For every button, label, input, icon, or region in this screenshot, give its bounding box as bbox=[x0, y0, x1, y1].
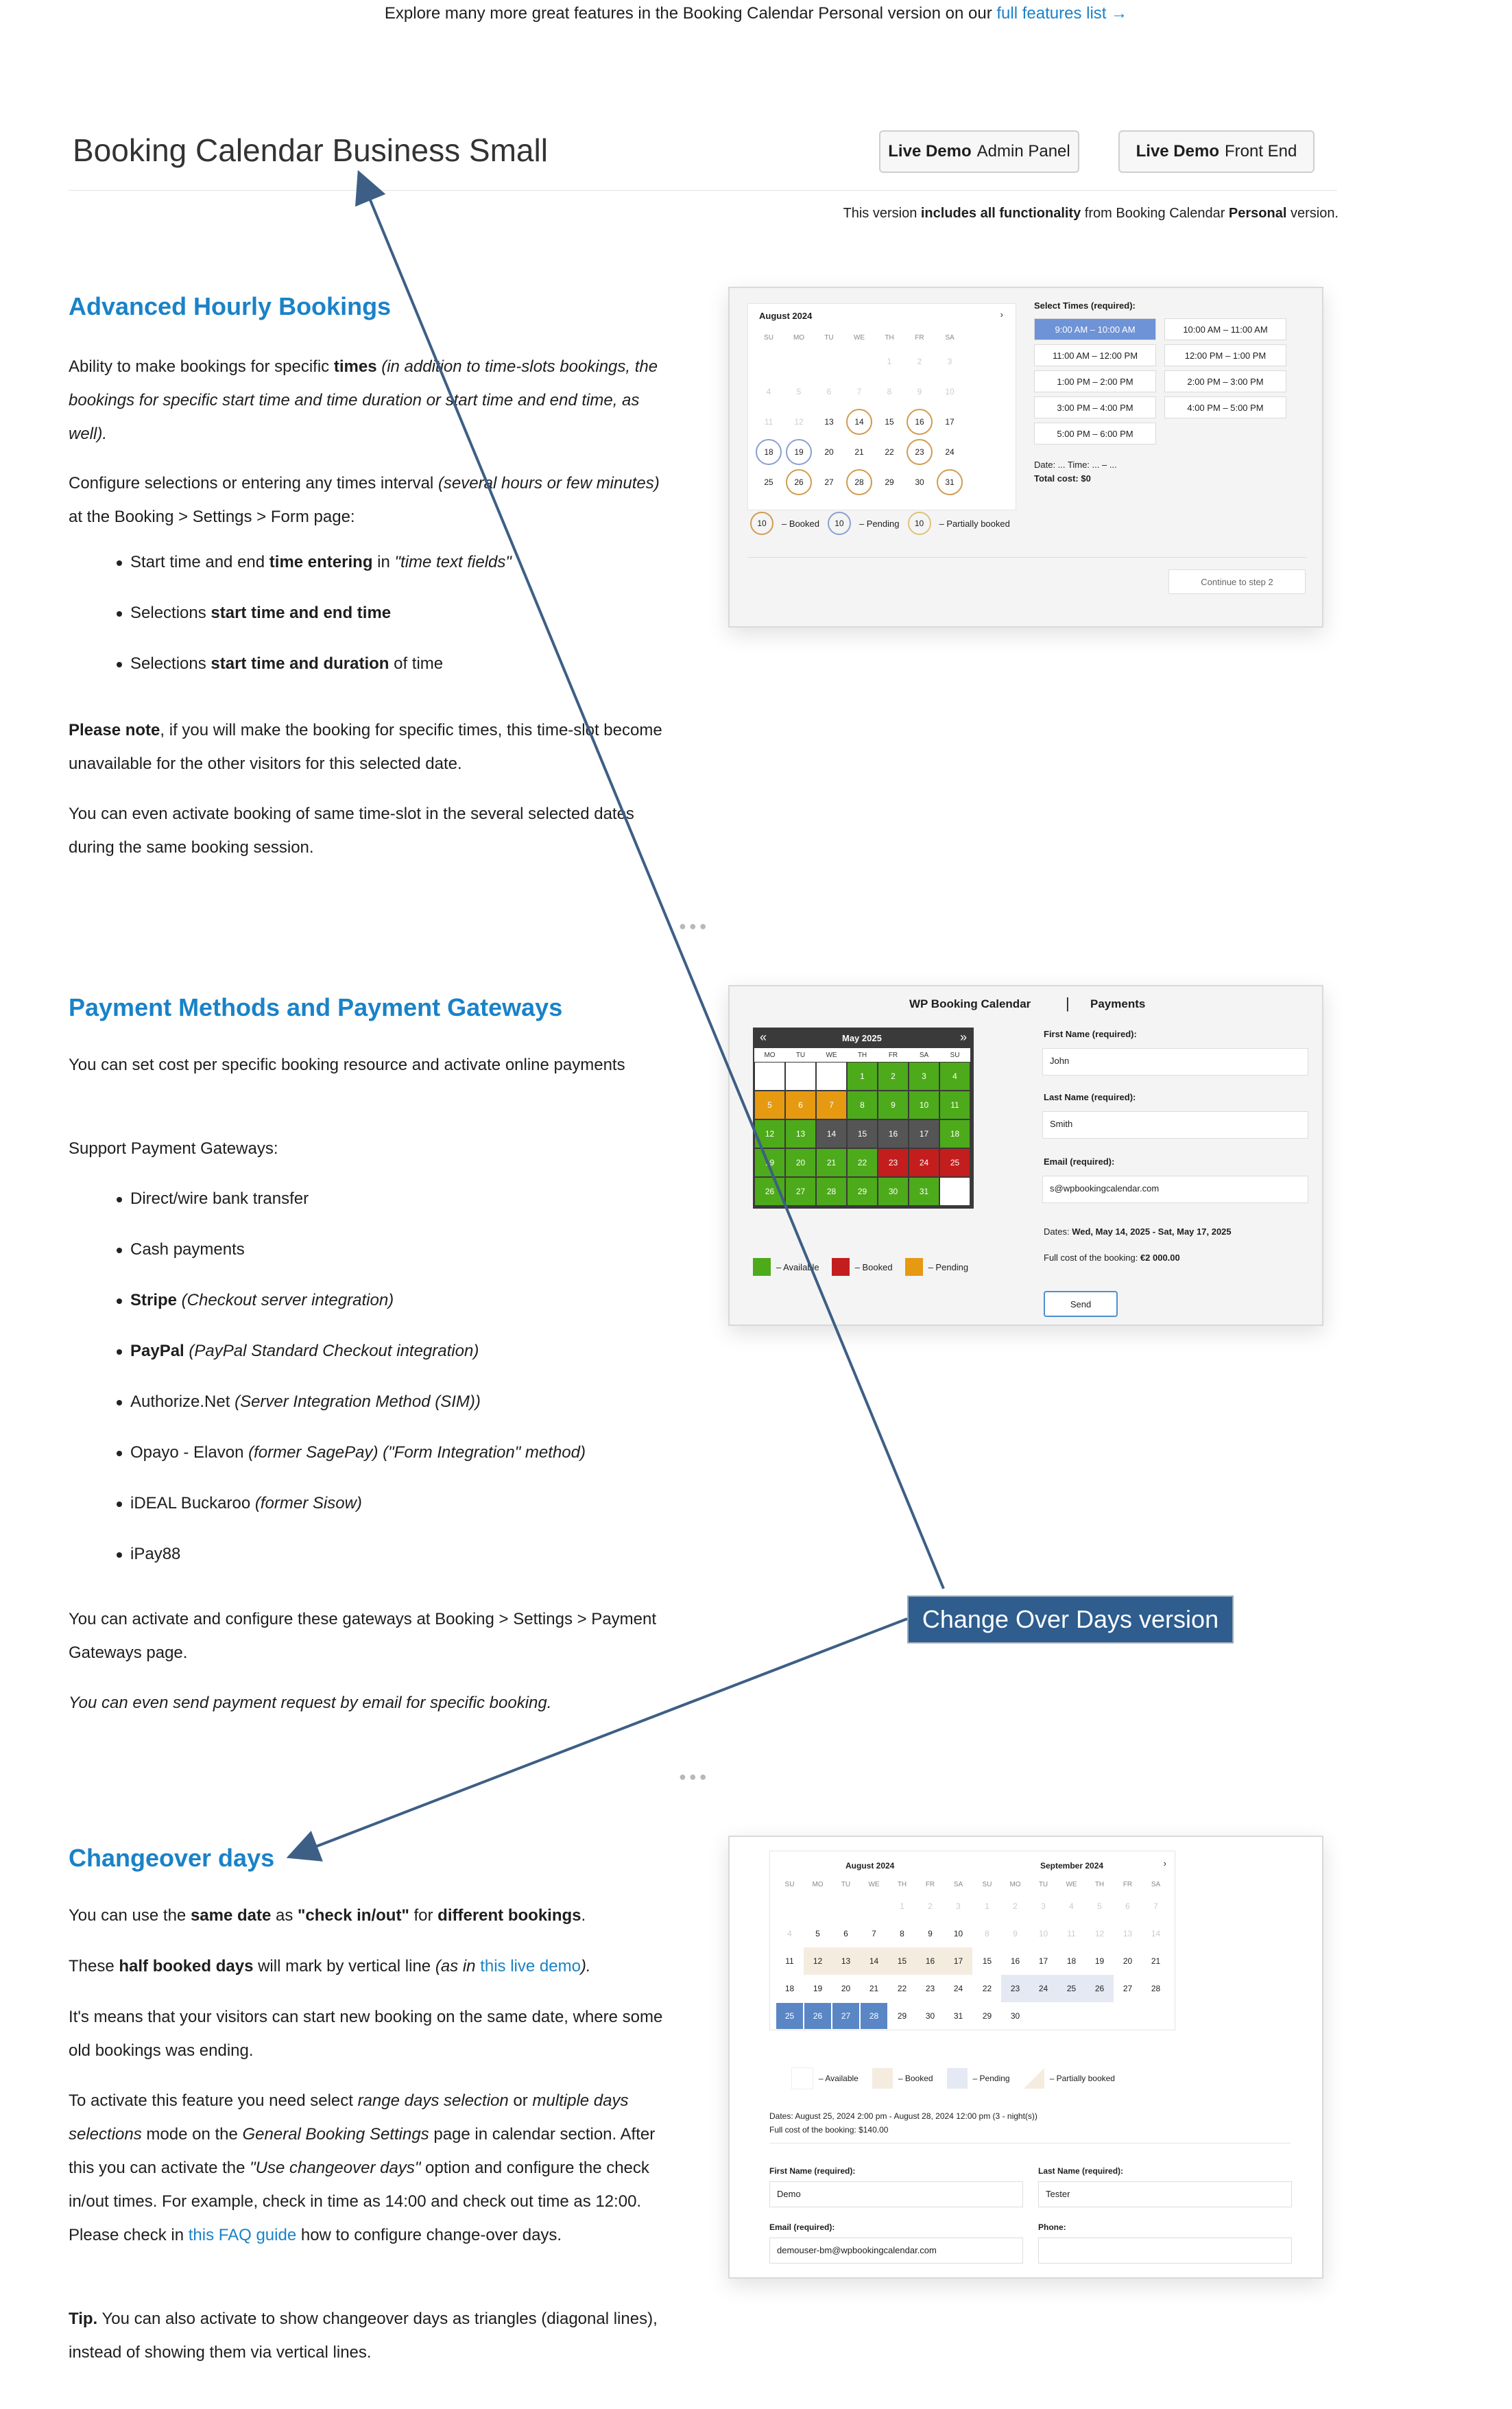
calendar-day[interactable]: 24 bbox=[953, 1984, 963, 1993]
legend-available: – Available bbox=[776, 1261, 819, 1272]
calendar-day[interactable]: 18 bbox=[784, 1984, 795, 1993]
calendar-day[interactable]: 23 bbox=[878, 1148, 909, 1177]
last-name-input[interactable]: Smith bbox=[1042, 1111, 1308, 1139]
calendar-day[interactable]: 26 bbox=[786, 469, 812, 495]
weekday-label: TH bbox=[885, 333, 894, 342]
continue-step-2-button[interactable]: Continue to step 2 bbox=[1168, 569, 1306, 594]
calendar-day[interactable]: 8 bbox=[900, 1929, 904, 1938]
calendar-day[interactable]: 9 bbox=[928, 1929, 933, 1938]
weekday-label: TH bbox=[857, 1051, 867, 1059]
first-name-input[interactable]: John bbox=[1042, 1048, 1308, 1076]
calendar-day[interactable]: 23 bbox=[1001, 1975, 1029, 2002]
calendar-day[interactable]: 29 bbox=[897, 2011, 907, 2021]
s3-paragraph-2: These half booked days will mark by vertical line (as in this live demo). bbox=[69, 1957, 591, 1975]
calendar-day[interactable]: 18 bbox=[756, 439, 782, 465]
legend-booked: – Booked bbox=[854, 1261, 893, 1272]
time-slot-option[interactable]: 10:00 AM – 11:00 AM bbox=[1164, 318, 1286, 340]
calendar-day[interactable]: 7 bbox=[872, 1929, 876, 1938]
calendar-day[interactable]: 16 bbox=[907, 409, 933, 435]
calendar-day[interactable]: 21 bbox=[869, 1984, 879, 1993]
calendar-day[interactable]: 25 bbox=[1057, 1975, 1085, 2002]
calendar-day[interactable]: 28 bbox=[1151, 1984, 1161, 1993]
calendar-day[interactable]: 19 bbox=[786, 439, 812, 465]
calendar-day[interactable]: 19 bbox=[1094, 1956, 1105, 1966]
weekday-label: SA bbox=[945, 333, 955, 342]
weekday-label: SA bbox=[1151, 1880, 1161, 1888]
frontend-button-bold: Live Demo bbox=[1136, 142, 1219, 161]
calendar-day[interactable]: 19 bbox=[813, 1984, 823, 1993]
calendar-day[interactable]: 23 bbox=[907, 439, 933, 465]
calendar-day[interactable]: 24 bbox=[945, 447, 955, 457]
calendar-day[interactable]: 2 bbox=[928, 1901, 933, 1911]
calendar-day[interactable]: 5 bbox=[796, 387, 802, 396]
booking-cost: Full cost of the booking: €2 000.00 bbox=[1044, 1253, 1180, 1263]
calendar-day[interactable]: 30 bbox=[925, 2011, 935, 2021]
email-label: Email (required): bbox=[769, 2222, 835, 2232]
s3-paragraph-4: To activate this feature you need select range days selection or multiple days selections mode on the General Booking Settings page in calendar section. After this you can activate the "Use changeover days" option and configure the check in/out times. For example, check in time as 14:00 and check out time as 12:00. Please check in this FAQ guide how to configure change-over days. bbox=[69, 2091, 656, 2244]
calendar-day[interactable]: 27 bbox=[824, 477, 834, 487]
calendar-day[interactable]: 27 bbox=[832, 2002, 860, 2030]
tab-wp-booking-calendar[interactable]: WP Booking Calendar bbox=[909, 997, 1031, 1010]
calendar-day[interactable]: 12 bbox=[804, 1947, 832, 1975]
last-name-input[interactable]: Tester bbox=[1038, 2181, 1292, 2207]
gateway-item-8: iPay88 bbox=[130, 1541, 180, 1568]
calendar-day[interactable]: 2 bbox=[878, 1062, 909, 1091]
gateway-item-2: Cash payments bbox=[130, 1236, 245, 1263]
calendar-day[interactable]: 27 bbox=[1123, 1984, 1133, 1993]
calendar-day[interactable]: 13 bbox=[832, 1947, 860, 1975]
calendar-day[interactable]: 13 bbox=[785, 1119, 816, 1148]
calendar-day[interactable]: 3 bbox=[1041, 1901, 1046, 1911]
calendar-day[interactable]: 10 bbox=[909, 1091, 939, 1119]
calendar-day[interactable]: 31 bbox=[909, 1177, 939, 1206]
s3-paragraph-3: It's means that your visitors can start new booking on the same date, where some old bookings was ending. bbox=[69, 2008, 663, 2060]
calendar-day[interactable]: 29 bbox=[847, 1177, 878, 1206]
weekday-label: FR bbox=[888, 1051, 898, 1059]
calendar-day[interactable]: 16 bbox=[916, 1947, 944, 1975]
calendar-day[interactable]: 2 bbox=[1013, 1901, 1018, 1911]
s1-paragraph-2: Configure selections or entering any times interval (several hours or few minutes) at the Booking > Settings > Form page: bbox=[69, 474, 660, 526]
weekday-label: TU bbox=[795, 1051, 806, 1059]
booking-dates: Dates: Wed, May 14, 2025 - Sat, May 17, 2025 bbox=[1044, 1226, 1232, 1237]
calendar-day[interactable]: 14 bbox=[860, 1947, 888, 1975]
gateway-item-4: PayPal (PayPal Standard Checkout integration) bbox=[130, 1338, 479, 1365]
calendar-day[interactable]: 31 bbox=[953, 2011, 963, 2021]
calendar-day[interactable]: 20 bbox=[785, 1148, 816, 1177]
weekday-label: MO bbox=[1009, 1880, 1021, 1888]
time-slot-option[interactable]: 12:00 PM – 1:00 PM bbox=[1164, 344, 1286, 366]
select-times-label: Select Times (required): bbox=[1034, 300, 1136, 311]
calendar-day[interactable]: 20 bbox=[1123, 1956, 1133, 1966]
s1-paragraph-4: You can even activate booking of same time-slot in the several selected dates during the same booking session. bbox=[69, 805, 634, 857]
calendar-day[interactable]: 7 bbox=[1153, 1901, 1158, 1911]
legend-partial-swatch: 10 bbox=[908, 512, 931, 535]
calendar-day[interactable]: 28 bbox=[816, 1177, 847, 1206]
first-name-input[interactable]: Demo bbox=[769, 2181, 1023, 2207]
version-note: This version includes all functionality from Booking Calendar Personal version. bbox=[843, 206, 1339, 221]
email-input[interactable]: demouser-bm@wpbookingcalendar.com bbox=[769, 2238, 1023, 2264]
phone-label: Phone: bbox=[1038, 2222, 1066, 2232]
weekday-label: MO bbox=[812, 1880, 824, 1888]
calendar-day[interactable]: 4 bbox=[939, 1062, 970, 1091]
calendar-day[interactable]: 19 bbox=[754, 1148, 785, 1177]
calendar-day[interactable]: 17 bbox=[1038, 1956, 1048, 1966]
prev-month-icon[interactable]: « bbox=[760, 1030, 767, 1044]
change-over-callout: Change Over Days version bbox=[907, 1595, 1234, 1643]
weekday-label: FR bbox=[925, 1880, 935, 1888]
calendar-day[interactable]: 6 bbox=[826, 387, 832, 396]
s2-paragraph-2: Support Payment Gateways: bbox=[69, 1139, 278, 1158]
calendar-day[interactable]: 1 bbox=[887, 357, 892, 366]
s3-paragraph-1: You can use the same date as "check in/out" for different bookings. bbox=[69, 1906, 586, 1925]
calendar-day[interactable]: 11 bbox=[764, 417, 773, 427]
arrow-to-title bbox=[364, 185, 944, 1589]
calendar-day[interactable]: 30 bbox=[915, 477, 924, 487]
calendar-day[interactable]: 16 bbox=[1010, 1956, 1020, 1966]
calendar-day[interactable]: 1 bbox=[985, 1901, 989, 1911]
s2-paragraph-3: You can activate and configure these gateways at Booking > Settings > Payment Gateways page. bbox=[69, 1610, 657, 1662]
calendar-day[interactable]: 9 bbox=[917, 387, 922, 396]
gateway-item-7: iDEAL Buckaroo (former Sisow) bbox=[130, 1490, 362, 1517]
calendar-day[interactable]: 21 bbox=[816, 1148, 847, 1177]
calendar-day[interactable]: 15 bbox=[847, 1119, 878, 1148]
calendar-day[interactable]: 9 bbox=[1013, 1929, 1018, 1938]
calendar-day[interactable]: 16 bbox=[878, 1119, 909, 1148]
legend-booked-swatch: 10 bbox=[750, 512, 773, 535]
calendar-day[interactable]: 28 bbox=[860, 2002, 888, 2030]
calendar-day[interactable]: 11 bbox=[785, 1956, 794, 1966]
separator-dots-1: ●●● bbox=[679, 919, 710, 933]
weekday-label: WE bbox=[1066, 1880, 1077, 1888]
legend-pending: – Pending bbox=[859, 518, 900, 529]
calendar-day[interactable]: 7 bbox=[856, 387, 862, 396]
weekday-label: SA bbox=[919, 1051, 929, 1059]
calendar-day[interactable]: 11 bbox=[939, 1091, 970, 1119]
time-slot-option[interactable]: 3:00 PM – 4:00 PM bbox=[1034, 396, 1156, 418]
calendar-day[interactable]: 14 bbox=[1151, 1929, 1161, 1938]
total-cost: Total cost: $0 bbox=[1034, 473, 1091, 484]
legend-pending-swatch: 10 bbox=[828, 512, 851, 535]
arrow-to-changeover bbox=[302, 1619, 907, 1852]
heading-payment-methods: Payment Methods and Payment Gateways bbox=[69, 993, 563, 1021]
weekday-label: SU bbox=[764, 333, 773, 342]
calendar-day[interactable]: 5 bbox=[815, 1929, 820, 1938]
weekday-label: TU bbox=[841, 1880, 851, 1888]
calendar-day[interactable]: 1 bbox=[847, 1062, 878, 1091]
heading-changeover-days: Changeover days bbox=[69, 1844, 275, 1872]
s1-paragraph-1: Ability to make bookings for specific times (in addition to time-slots bookings, the bookings for specific start time and time duration or start time and end time, as well). bbox=[69, 357, 658, 443]
calendar-day[interactable]: 20 bbox=[824, 447, 834, 457]
weekday-label: FR bbox=[915, 333, 924, 342]
calendar-day[interactable]: 10 bbox=[1038, 1929, 1048, 1938]
heading-hourly-bookings: Advanced Hourly Bookings bbox=[69, 292, 392, 320]
time-slot-option[interactable]: 1:00 PM – 2:00 PM bbox=[1034, 370, 1156, 392]
calendar-day[interactable]: 20 bbox=[841, 1984, 851, 1993]
legend-available: – Available bbox=[819, 2074, 859, 2083]
separator-dots-2: ●●● bbox=[679, 1770, 710, 1783]
date-time-line: Date: ... Time: ... – ... bbox=[1034, 460, 1117, 470]
legend-pending: – Pending bbox=[928, 1261, 969, 1272]
calendar-day[interactable]: 31 bbox=[937, 469, 963, 495]
weekday-label: SU bbox=[784, 1880, 795, 1888]
time-slot-option[interactable]: 5:00 PM – 6:00 PM bbox=[1034, 423, 1156, 444]
calendar-day[interactable]: 21 bbox=[854, 447, 864, 457]
s1-list-item-1: Start time and end time entering in "time text fields" bbox=[130, 549, 512, 576]
s2-paragraph-4: You can even send payment request by email for specific booking. bbox=[69, 1694, 552, 1712]
legend-partial: – Partially booked bbox=[939, 518, 1010, 529]
weekday-label: WE bbox=[826, 1051, 837, 1059]
calendar-day[interactable]: 3 bbox=[947, 357, 952, 366]
first-name-label: First Name (required): bbox=[1044, 1029, 1137, 1039]
calendar-day[interactable]: 8 bbox=[985, 1929, 989, 1938]
weekday-label: MO bbox=[793, 333, 805, 342]
calendar-day[interactable]: 29 bbox=[982, 2011, 992, 2021]
calendar-day[interactable]: 18 bbox=[939, 1119, 970, 1148]
weekday-label: SU bbox=[950, 1051, 960, 1059]
calendar-month-1: August 2024 bbox=[845, 1861, 895, 1871]
live-demo-link[interactable]: this live demo bbox=[480, 1957, 581, 1975]
s3-paragraph-5: Tip. You can also activate to show changeover days as triangles (diagonal lines), instead of showing them via vertical lines. bbox=[69, 2310, 658, 2362]
time-slot-option[interactable]: 2:00 PM – 3:00 PM bbox=[1164, 370, 1286, 392]
last-name-label: Last Name (required): bbox=[1044, 1092, 1136, 1102]
calendar-day[interactable]: 8 bbox=[847, 1091, 878, 1119]
calendar-day[interactable]: 12 bbox=[794, 417, 804, 427]
tab-separator: | bbox=[1066, 995, 1070, 1012]
changeover-dates: Dates: August 25, 2024 2:00 pm - August 28, 2024 12:00 pm (3 - night(s)) bbox=[769, 2111, 1037, 2121]
calendar-day[interactable]: 4 bbox=[787, 1929, 792, 1938]
calendar-day[interactable]: 25 bbox=[764, 477, 773, 487]
calendar-day[interactable]: 15 bbox=[888, 1947, 916, 1975]
calendar-day[interactable]: 7 bbox=[816, 1091, 847, 1119]
calendar-day[interactable]: 9 bbox=[878, 1091, 909, 1119]
weekday-label: TH bbox=[1094, 1880, 1105, 1888]
calendar-day[interactable]: 13 bbox=[824, 417, 834, 427]
calendar-day[interactable]: 15 bbox=[982, 1956, 992, 1966]
calendar-day[interactable]: 25 bbox=[939, 1148, 970, 1177]
calendar-day[interactable]: 13 bbox=[1123, 1929, 1133, 1938]
calendar-day[interactable]: 5 bbox=[754, 1091, 785, 1119]
calendar-day[interactable]: 10 bbox=[953, 1929, 963, 1938]
s2-paragraph-1: You can set cost per specific booking resource and activate online payments bbox=[69, 1056, 625, 1074]
calendar-day[interactable]: 17 bbox=[945, 417, 955, 427]
calendar-day[interactable]: 4 bbox=[1069, 1901, 1074, 1911]
calendar-day[interactable]: 6 bbox=[785, 1091, 816, 1119]
calendar-day[interactable]: 14 bbox=[846, 409, 872, 435]
calendar-day[interactable]: 24 bbox=[909, 1148, 939, 1177]
legend-booked: – Booked bbox=[782, 518, 819, 529]
legend-partial: – Partially booked bbox=[1049, 2074, 1115, 2083]
calendar-month: August 2024 bbox=[759, 311, 813, 321]
calendar-day[interactable]: 22 bbox=[847, 1148, 878, 1177]
calendar-day[interactable]: 23 bbox=[925, 1984, 935, 1993]
legend-pending: – Pending bbox=[972, 2074, 1010, 2083]
calendar-day[interactable]: 12 bbox=[754, 1119, 785, 1148]
tab-payments[interactable]: Payments bbox=[1090, 997, 1146, 1010]
calendar-day[interactable]: 17 bbox=[944, 1947, 972, 1975]
top-notice-text: Explore many more great features in the Booking Calendar Personal version on our bbox=[384, 4, 997, 23]
calendar-day[interactable]: 15 bbox=[885, 417, 894, 427]
calendar-day[interactable]: 17 bbox=[909, 1119, 939, 1148]
payment-calendar-month: May 2025 bbox=[842, 1033, 882, 1043]
next-month-icon[interactable]: › bbox=[1163, 1858, 1166, 1868]
calendar-day[interactable]: 22 bbox=[897, 1984, 907, 1993]
calendar-day[interactable]: 8 bbox=[887, 387, 892, 396]
weekday-label: TU bbox=[1038, 1880, 1048, 1888]
time-slot-option[interactable]: 4:00 PM – 5:00 PM bbox=[1164, 396, 1286, 418]
calendar-day[interactable]: 22 bbox=[982, 1984, 992, 1993]
full-features-link[interactable]: full features list → bbox=[996, 4, 1128, 23]
calendar-day[interactable]: 24 bbox=[1029, 1975, 1057, 2002]
calendar-day[interactable]: 30 bbox=[1010, 2011, 1020, 2021]
weekday-label: TU bbox=[824, 333, 834, 342]
gateway-item-5: Authorize.Net (Server Integration Method (SIM)) bbox=[130, 1388, 481, 1416]
next-month-icon[interactable]: » bbox=[959, 1030, 967, 1044]
gateway-item-1: Direct/wire bank transfer bbox=[130, 1185, 309, 1213]
changeover-cost: Full cost of the booking: $140.00 bbox=[769, 2125, 889, 2135]
calendar-day[interactable]: 21 bbox=[1151, 1956, 1161, 1966]
email-label: Email (required): bbox=[1044, 1156, 1115, 1167]
frontend-button-label: Front End bbox=[1224, 142, 1297, 161]
calendar-day[interactable]: 28 bbox=[846, 469, 872, 495]
s1-paragraph-3: Please note, if you will make the booking for specific times, this time-slot become unavailable for the other visitors for this selected date. bbox=[69, 721, 662, 773]
time-slot-option[interactable]: 9:00 AM – 10:00 AM bbox=[1034, 318, 1156, 340]
calendar-day[interactable]: 1 bbox=[900, 1901, 904, 1911]
calendar-day[interactable]: 2 bbox=[917, 357, 922, 366]
calendar-day[interactable]: 3 bbox=[956, 1901, 961, 1911]
calendar-day[interactable]: 6 bbox=[1125, 1901, 1130, 1911]
weekday-label: FR bbox=[1123, 1880, 1133, 1888]
faq-guide-link[interactable]: this FAQ guide bbox=[188, 2226, 297, 2244]
send-button[interactable]: Send bbox=[1044, 1291, 1118, 1317]
calendar-day[interactable]: 25 bbox=[776, 2002, 804, 2030]
legend-booked: – Booked bbox=[898, 2074, 933, 2083]
next-month-icon[interactable]: › bbox=[1000, 309, 1003, 320]
calendar-day[interactable]: 14 bbox=[816, 1119, 847, 1148]
s1-list-item-3: Selections start time and duration of time bbox=[130, 650, 443, 678]
calendar-day[interactable]: 22 bbox=[885, 447, 894, 457]
gateway-item-6: Opayo - Elavon (former SagePay) ("Form Integration" method) bbox=[130, 1439, 586, 1467]
calendar-day[interactable]: 27 bbox=[785, 1177, 816, 1206]
weekday-label: SA bbox=[953, 1880, 963, 1888]
calendar-day[interactable]: 3 bbox=[909, 1062, 939, 1091]
calendar-day[interactable]: 30 bbox=[878, 1177, 909, 1206]
calendar-day[interactable]: 26 bbox=[754, 1177, 785, 1206]
weekday-label: WE bbox=[853, 333, 865, 342]
calendar-day[interactable]: 6 bbox=[843, 1929, 848, 1938]
last-name-label: Last Name (required): bbox=[1038, 2166, 1124, 2176]
weekday-label: WE bbox=[868, 1880, 880, 1888]
calendar-day[interactable]: 4 bbox=[766, 387, 771, 396]
gateway-item-3: Stripe (Checkout server integration) bbox=[130, 1287, 394, 1314]
calendar-day[interactable]: 18 bbox=[1066, 1956, 1077, 1966]
calendar-day[interactable]: 12 bbox=[1094, 1929, 1105, 1938]
calendar-day[interactable]: 10 bbox=[945, 387, 955, 396]
calendar-month-2: September 2024 bbox=[1040, 1861, 1104, 1871]
first-name-label: First Name (required): bbox=[769, 2166, 856, 2176]
page-title: Booking Calendar Business Small bbox=[73, 132, 548, 168]
calendar-day[interactable]: 29 bbox=[885, 477, 894, 487]
s1-list-item-2: Selections start time and end time bbox=[130, 600, 391, 627]
calendar-day[interactable]: 5 bbox=[1097, 1901, 1102, 1911]
calendar-day[interactable]: 11 bbox=[1067, 1929, 1076, 1938]
weekday-label: SU bbox=[982, 1880, 992, 1888]
calendar-day[interactable]: 26 bbox=[804, 2002, 832, 2030]
weekday-label: MO bbox=[764, 1051, 776, 1059]
calendar-day[interactable]: 26 bbox=[1085, 1975, 1114, 2002]
email-input[interactable]: s@wpbookingcalendar.com bbox=[1042, 1176, 1308, 1203]
weekday-label: TH bbox=[897, 1880, 907, 1888]
admin-button-label: Admin Panel bbox=[976, 142, 1070, 161]
admin-button-bold: Live Demo bbox=[888, 142, 972, 161]
time-slot-option[interactable]: 11:00 AM – 12:00 PM bbox=[1034, 344, 1156, 366]
